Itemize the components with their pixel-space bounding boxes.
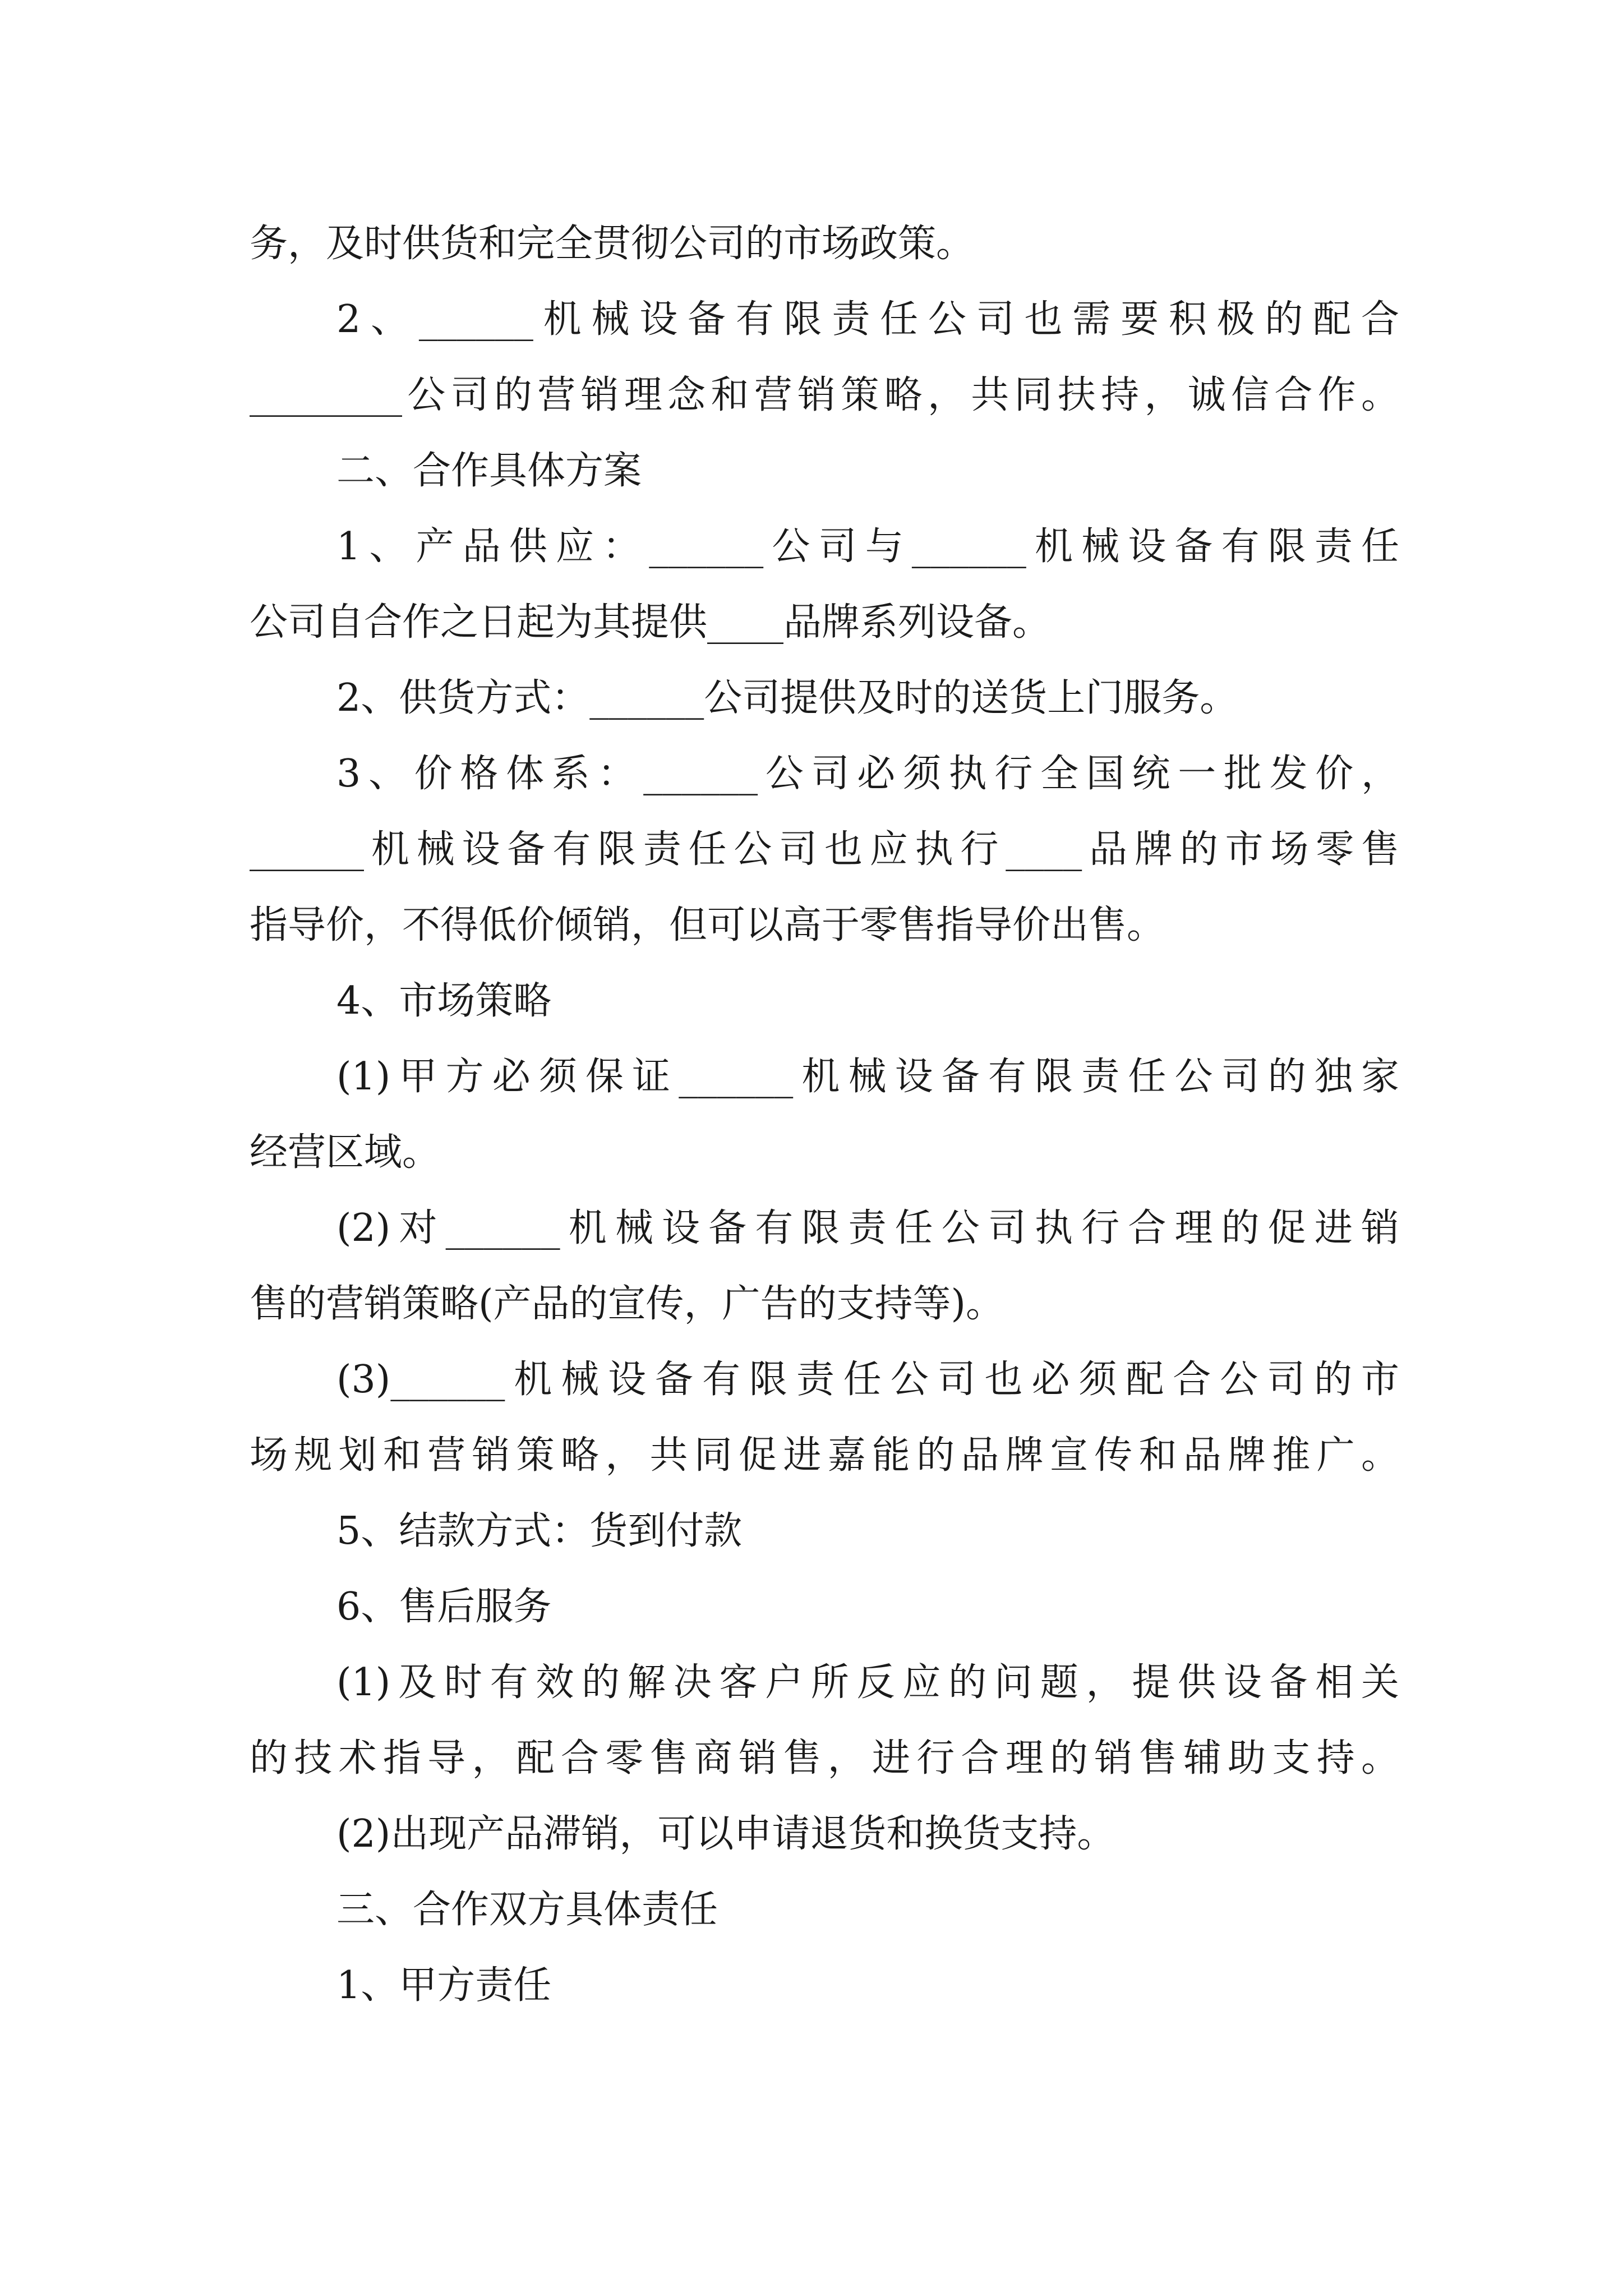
text-line-9: ______机械设备有限责任公司也应执行____品牌的市场零售 xyxy=(250,827,1399,872)
text-line-21: 的技术指导，配合零售商销售，进行合理的销售辅助支持。 xyxy=(250,1736,1399,1780)
text-line-19: 6、售后服务 xyxy=(336,1585,552,1629)
text-line-1: 务，及时供货和完全贯彻公司的市场政策。 xyxy=(250,222,975,266)
text-line-12: (1)甲方必须保证______机械设备有限责任公司的独家 xyxy=(336,1055,1399,1099)
text-line-14: (2)对______机械设备有限责任公司执行合理的促进销 xyxy=(336,1206,1399,1250)
section-heading-3: 三、合作双方具体责任 xyxy=(336,1888,718,1932)
text-line-8: 3、价格体系：______公司必须执行全国统一批发价， xyxy=(336,752,1399,796)
text-line-20: (1)及时有效的解决客户所反应的问题，提供设备相关 xyxy=(336,1660,1399,1705)
text-line-11: 4、市场策略 xyxy=(336,979,552,1023)
text-line-24: 1、甲方责任 xyxy=(336,1963,552,2008)
text-line-10: 指导价，不得低价倾销，但可以高于零售指导价出售。 xyxy=(250,903,1165,947)
section-heading-2: 二、合作具体方案 xyxy=(336,449,642,493)
text-line-22: (2)出现产品滞销，可以申请退货和换货支持。 xyxy=(336,1812,1115,1856)
text-line-15: 售的营销策略(产品的宣传，广告的支持等)。 xyxy=(250,1282,1004,1326)
text-line-5: 1、产品供应：______公司与______机械设备有限责任 xyxy=(336,524,1399,569)
text-line-2: 2、______机械设备有限责任公司也需要积极的配合 xyxy=(336,297,1399,342)
text-line-7: 2、供货方式：______公司提供及时的送货上门服务。 xyxy=(336,676,1238,720)
text-line-16: (3)______机械设备有限责任公司也必须配合公司的市 xyxy=(336,1358,1399,1402)
text-line-3: ________公司的营销理念和营销策略，共同扶持，诚信合作。 xyxy=(250,373,1399,417)
text-line-13: 经营区域。 xyxy=(250,1130,441,1175)
text-line-17: 场规划和营销策略，共同促进嘉能的品牌宣传和品牌推广。 xyxy=(250,1433,1399,1478)
text-line-6: 公司自合作之日起为其提供____品牌系列设备。 xyxy=(250,600,1051,645)
text-line-18: 5、结款方式：货到付款 xyxy=(336,1509,743,1553)
